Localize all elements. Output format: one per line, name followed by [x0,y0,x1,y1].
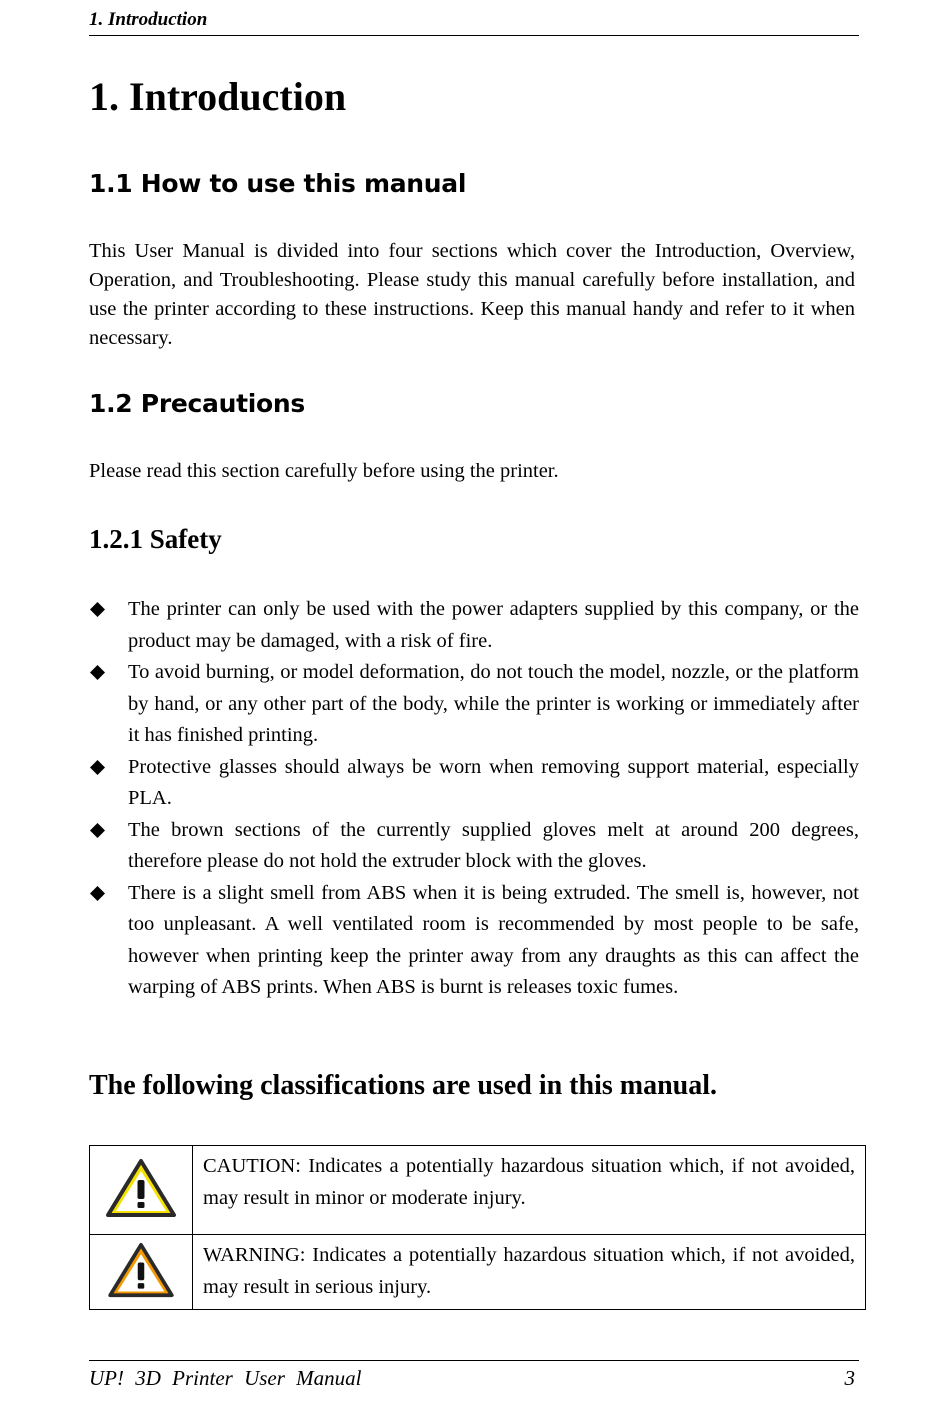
list-item-text: The brown sections of the currently supplied gloves melt at around 200 degrees, therefore please do not hold the extruder block with the gloves. [128,818,859,872]
diamond-bullet-icon [90,886,105,901]
safety-list [89,594,859,1004]
caution-triangle-icon [105,1158,177,1218]
list-item-text: Protective glasses should always be worn when removing support material, especially PLA. [128,755,859,809]
diamond-bullet-icon [90,760,105,775]
table-row [90,1235,866,1310]
warning-triangle-icon [105,1242,177,1298]
diamond-bullet-icon [90,823,105,838]
list-item-text: The printer can only be used with the power adapters supplied by this company, or the product may be damaged, with a risk of fire. [128,598,859,652]
footer-manual-title: UP! 3D Printer User Manual [89,1366,362,1390]
warning-description: WARNING: Indicates a potentially hazardous situation which, if not avoided, may result in serious injury. [193,1235,866,1310]
list-item [89,752,859,815]
section-heading-1-2: 1.2 Precautions [89,389,305,418]
list-item [89,815,859,878]
section-heading-1-2-1: 1.2.1 Safety [89,524,222,554]
list-item [89,594,859,657]
section-1-2-body: Please read this section carefully before using the printer. [89,460,559,482]
icon-cell [90,1146,193,1235]
list-item-text: There is a slight smell from ABS when it is being extruded. The smell is, however, not too unpleasant. A well ventilated room is recommended by most people to be safe, however when printing keep the printer away from any draughts as this can affect the warping of ABS prints. When ABS is burnt is releases toxic fumes. [128,881,859,998]
icon-cell [90,1235,193,1310]
list-item [89,878,859,1004]
list-item-text: To avoid burning, or model deformation, do not touch the model, nozzle, or the platform by hand, or any other part of the body, while the printer is working or immediately after it has finished printing. [128,661,859,746]
classifications-table [89,1145,866,1310]
table-row [90,1146,866,1235]
page-number: 3 [844,1366,855,1390]
section-heading-1-1: 1.1 How to use this manual [89,169,467,198]
section-1-1-body: This User Manual is divided into four sections which cover the Introduction, Overview, Operation, and Troubleshooting. Please study this manual carefully before installation, and use the printer according to these instructions. Keep this manual handy and refer to it when necessary. [89,240,855,349]
running-header: 1. Introduction [89,8,859,36]
classifications-heading: The following classifications are used in this manual. [89,1070,718,1101]
running-footer [89,1360,859,1392]
diamond-bullet-icon [90,602,105,617]
diamond-bullet-icon [90,665,105,680]
caution-description: CAUTION: Indicates a potentially hazardous situation which, if not avoided, may result in minor or moderate injury. [193,1146,866,1235]
page-title: 1. Introduction [89,74,347,119]
list-item [89,657,859,752]
